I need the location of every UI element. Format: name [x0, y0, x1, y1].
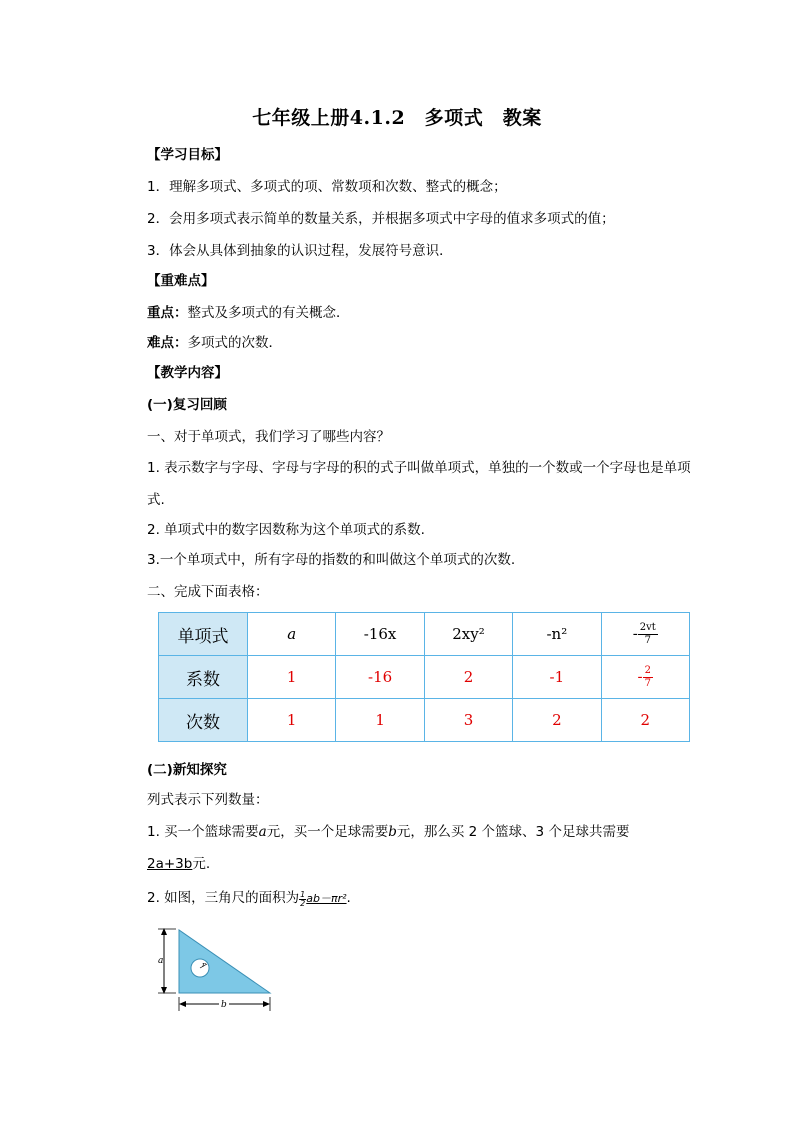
new-intro: 列式表示下列数量：	[147, 792, 269, 808]
coef-frac-sign: -	[637, 667, 643, 685]
question-2	[147, 888, 351, 909]
q2-answer-rest: ab－πr²	[306, 892, 347, 905]
expr-frac-num: 2vt	[639, 621, 656, 633]
q2-text: 2. 如图，三角尺的面积为	[147, 890, 300, 906]
degree-cell: 2	[601, 699, 689, 742]
row-header-coefficient: 系数	[159, 656, 248, 699]
coef-frac-den: 7	[644, 677, 651, 689]
table-row-coefficients	[159, 656, 690, 699]
coef-cell: -1	[513, 656, 601, 699]
label-r: r	[202, 961, 206, 969]
expr-cell	[248, 613, 336, 656]
q2-frac-num: 1	[300, 889, 306, 899]
expr-cell	[601, 613, 689, 656]
expr-a: a	[287, 625, 297, 643]
q1-unit: 元.	[192, 856, 211, 872]
question-1-answer-line	[147, 854, 210, 874]
label-a: a	[158, 956, 164, 966]
expr-cell	[513, 613, 601, 656]
objective-3: 3．体会从具体到抽象的认识过程，发展符号意识．	[147, 243, 453, 259]
row-header-degree: 次数	[159, 699, 248, 742]
coef-cell: 2	[424, 656, 512, 699]
coef-cell	[601, 656, 689, 699]
triangle-shape	[179, 930, 270, 993]
key-label: 重点：	[147, 305, 188, 321]
degree-cell: 1	[248, 699, 336, 742]
objectives-header: 【学习目标】	[147, 147, 228, 163]
table-row-degrees	[159, 699, 690, 742]
difficult-label: 难点：	[147, 335, 188, 351]
degree-cell: 2	[513, 699, 601, 742]
degree-cell: 1	[336, 699, 424, 742]
expr-neg16x: -16x	[363, 625, 397, 643]
expr-cell	[424, 613, 512, 656]
coef-cell: -16	[336, 656, 424, 699]
label-b: b	[221, 1000, 227, 1010]
arrow-right-icon	[263, 1001, 270, 1007]
q2-answer	[299, 889, 347, 908]
review-item-2: 2. 单项式中的数字因数称为这个单项式的系数.	[147, 522, 425, 538]
review-header: (一)复习回顾	[147, 397, 227, 413]
expr-frac-den: 7	[644, 634, 651, 646]
content-header: 【教学内容】	[147, 365, 228, 381]
expr-cell	[336, 613, 424, 656]
review-question: 一、对于单项式，我们学习了哪些内容？	[147, 429, 390, 445]
question-1	[147, 822, 629, 842]
review-item-3: 3.一个单项式中，所有字母的指数的和叫做这个单项式的次数.	[147, 552, 516, 568]
q1-text-c: 元，那么买 2 个篮球、3 个足球共需要	[396, 824, 630, 840]
objective-2: 2．会用多项式表示简单的数量关系，并根据多项式中字母的值求多项式的值；	[147, 211, 615, 227]
row-header-monomial: 单项式	[159, 613, 248, 656]
table-row-expressions	[159, 613, 690, 656]
page-title: 七年级上册4.1.2 多项式 教案	[252, 107, 542, 129]
expr-2xy2: 2xy²	[452, 625, 485, 643]
triangle-ruler-figure	[150, 925, 285, 1015]
q1-answer: 2a+3b	[147, 856, 193, 872]
expr-frac-sign: -	[632, 624, 638, 642]
difficult-text: 多项式的次数．	[187, 335, 282, 351]
difficult-point	[147, 333, 282, 353]
coef-cell: 1	[248, 656, 336, 699]
coef-frac-num: 2	[644, 664, 651, 676]
table-intro: 二、完成下面表格：	[147, 584, 269, 600]
key-point	[147, 303, 350, 323]
monomial-table	[158, 612, 690, 742]
new-header: (二)新知探究	[147, 762, 227, 778]
q1-var-a: a	[258, 824, 267, 840]
coef-fraction	[643, 666, 653, 689]
expr-fraction	[638, 623, 658, 646]
objective-1: 1．理解多项式、多项式的项、常数项和次数、整式的概念；	[147, 179, 507, 195]
q1-var-b: b	[388, 824, 397, 840]
q2-end: .	[346, 890, 351, 906]
degree-cell: 3	[424, 699, 512, 742]
arrow-left-icon	[179, 1001, 186, 1007]
q1-text-a: 1. 买一个篮球需要	[147, 824, 259, 840]
key-header: 【重难点】	[147, 273, 215, 289]
key-text: 整式及多项式的有关概念．	[187, 305, 350, 321]
q1-text-b: 元，买一个足球需要	[266, 824, 389, 840]
review-item-1: 1. 表示数字与字母、字母与字母的积的式子叫做单项式，单独的一个数或一个字母也是单项式.	[147, 460, 691, 508]
q2-frac-den: 2	[300, 898, 306, 908]
expr-neg-n2: -n²	[546, 625, 568, 643]
